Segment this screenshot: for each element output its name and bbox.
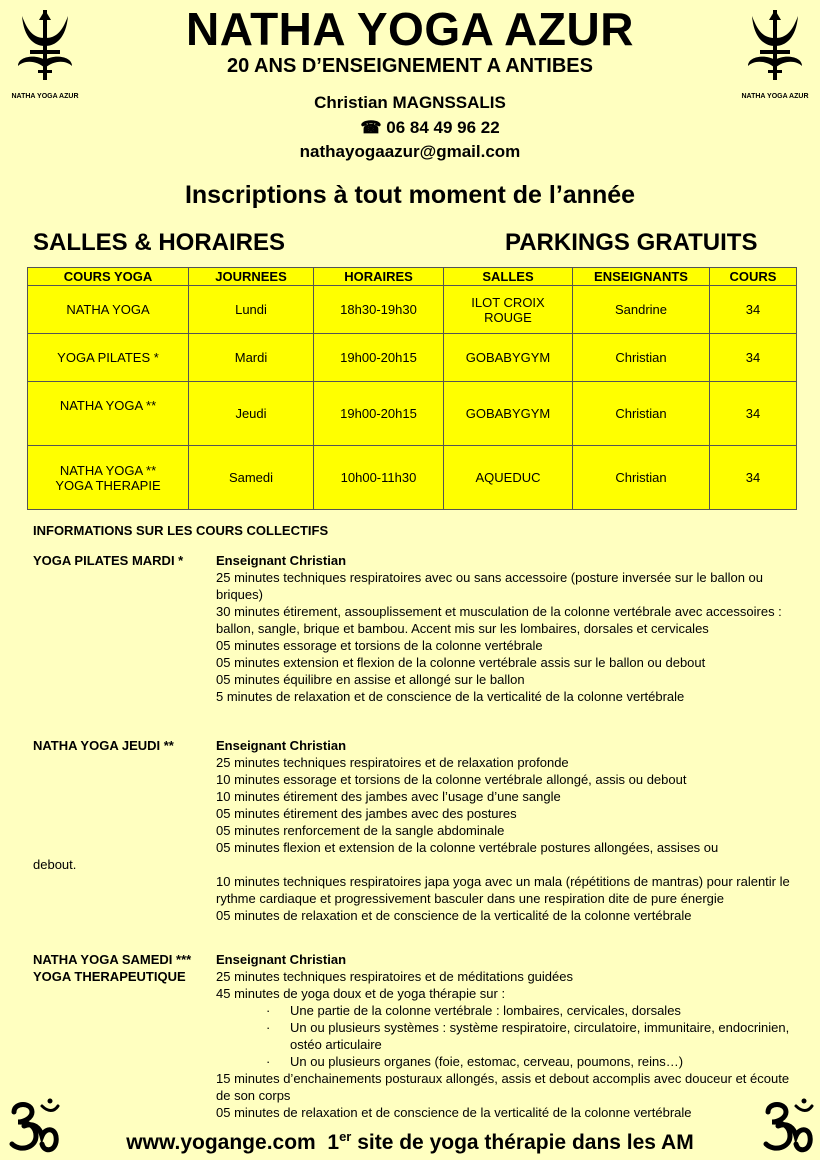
teacher-line: Enseignant Christian bbox=[216, 738, 347, 753]
salles-heading: SALLES & HORAIRES bbox=[33, 229, 286, 256]
cell-nb: 34 bbox=[710, 286, 797, 334]
page-subtitle: 20 ANS D’ENSEIGNEMENT A ANTIBES bbox=[227, 55, 593, 77]
section-label-mardi: YOGA PILATES MARDI * bbox=[33, 553, 184, 568]
col-header-enseignants: ENSEIGNANTS bbox=[573, 268, 710, 286]
cell-salle: GOBABYGYM bbox=[444, 382, 573, 446]
cell-horaire: 19h00-20h15 bbox=[314, 334, 444, 382]
cell-horaire: 10h00-11h30 bbox=[314, 446, 444, 510]
cell-enseignant: Sandrine bbox=[573, 286, 710, 334]
teacher-line: Enseignant Christian bbox=[216, 553, 347, 568]
inscriptions-heading: Inscriptions à tout moment de l’année bbox=[184, 181, 636, 209]
footer bbox=[0, 1129, 820, 1155]
footer-rank: 1 bbox=[327, 1131, 340, 1154]
cell-horaire: 18h30-19h30 bbox=[314, 286, 444, 334]
cell-jour: Mardi bbox=[189, 334, 314, 382]
bullet-text: Un ou plusieurs systèmes : système respiratoire, circulatoire, immunitaire, endocrinien, ostéo articulaire bbox=[290, 1020, 790, 1052]
teacher-line: Enseignant Christian bbox=[216, 952, 347, 967]
phone-icon: ☎ bbox=[360, 118, 382, 137]
phone-line bbox=[20, 118, 820, 138]
cell-cours-line2: YOGA THERAPIE bbox=[55, 477, 161, 493]
page-title: NATHA YOGA AZUR bbox=[186, 3, 634, 55]
section-label-samedi bbox=[33, 951, 191, 985]
section-body-jeudi bbox=[216, 737, 790, 856]
phone-number[interactable]: 06 84 49 96 22 bbox=[386, 118, 500, 137]
section-body-jeudi-cont bbox=[216, 873, 790, 924]
section-body-samedi bbox=[216, 951, 790, 1121]
detail-line: 10 minutes essorage et torsions de la colonne vertébrale allongé, assis ou debout bbox=[216, 772, 687, 787]
table-row bbox=[28, 286, 797, 334]
bullet-dot: · bbox=[266, 1003, 271, 1018]
col-header-nb-cours: COURS bbox=[710, 268, 797, 286]
bullet-item bbox=[216, 1019, 790, 1053]
logo-caption: NATHA YOGA AZUR bbox=[741, 93, 809, 100]
cell-cours-line1: NATHA YOGA ** bbox=[59, 462, 157, 478]
detail-line: 05 minutes essorage et torsions de la colonne vertébrale bbox=[216, 638, 543, 653]
section-body-mardi bbox=[216, 552, 790, 705]
website-link[interactable]: www.yogange.com bbox=[126, 1131, 316, 1154]
cell-jour: Lundi bbox=[189, 286, 314, 334]
detail-line: 25 minutes techniques respiratoires avec ou sans accessoire (posture inversée sur le ballon ou briques) bbox=[216, 570, 764, 602]
overflow-word: debout. bbox=[33, 857, 77, 872]
footer-tagline: site de yoga thérapie dans les AM bbox=[357, 1131, 694, 1154]
cell-cours: YOGA PILATES * bbox=[28, 334, 189, 382]
cell-enseignant: Christian bbox=[573, 446, 710, 510]
cell-cours bbox=[28, 446, 189, 510]
col-header-journees: JOURNEES bbox=[189, 268, 314, 286]
detail-line: 05 minutes de relaxation et de conscience de la verticalité de la colonne vertébrale bbox=[216, 1105, 692, 1120]
bullet-text: Une partie de la colonne vertébrale : lombaires, cervicales, dorsales bbox=[290, 1003, 681, 1018]
info-heading: INFORMATIONS SUR LES COURS COLLECTIFS bbox=[33, 523, 329, 538]
cell-nb: 34 bbox=[710, 334, 797, 382]
cell-horaire: 19h00-20h15 bbox=[314, 382, 444, 446]
cell-enseignant: Christian bbox=[573, 334, 710, 382]
detail-line: 10 minutes techniques respiratoires japa yoga avec un mala (répétitions de mantras) pour ralentir le rythme cardiaque et progressivement basculer dans une respiration dite de pure énergie bbox=[216, 874, 790, 906]
table-row bbox=[28, 382, 797, 446]
cell-salle: ILOT CROIX ROUGE bbox=[444, 286, 573, 334]
bullet-dot: · bbox=[266, 1020, 271, 1035]
detail-line: 05 minutes équilibre en assise et allongé sur le ballon bbox=[216, 672, 525, 687]
cell-salle: GOBABYGYM bbox=[444, 334, 573, 382]
schedule-table bbox=[27, 267, 797, 510]
col-header-cours: COURS YOGA bbox=[28, 268, 189, 286]
detail-line: 25 minutes techniques respiratoires et de relaxation profonde bbox=[216, 755, 569, 770]
bullet-text: Un ou plusieurs organes (foie, estomac, cerveau, poumons, reins…) bbox=[290, 1054, 684, 1069]
cell-nb: 34 bbox=[710, 382, 797, 446]
table-row bbox=[28, 446, 797, 510]
detail-line: 10 minutes étirement des jambes avec l’usage d’une sangle bbox=[216, 789, 561, 804]
section-label-jeudi: NATHA YOGA JEUDI ** bbox=[33, 738, 174, 753]
detail-line: 45 minutes de yoga doux et de yoga thérapie sur : bbox=[216, 986, 506, 1001]
cell-cours: NATHA YOGA bbox=[28, 286, 189, 334]
cell-jour: Jeudi bbox=[189, 382, 314, 446]
section-label-line1: NATHA YOGA SAMEDI *** bbox=[33, 952, 192, 967]
footer-rank-suffix: er bbox=[339, 1129, 352, 1144]
cell-cours: NATHA YOGA ** bbox=[28, 382, 189, 446]
col-header-salles: SALLES bbox=[444, 268, 573, 286]
table-header-row bbox=[28, 268, 797, 286]
detail-line: 5 minutes de relaxation et de conscience de la verticalité de la colonne vertébrale bbox=[216, 689, 685, 704]
logo-caption: NATHA YOGA AZUR bbox=[11, 93, 79, 100]
detail-line: 30 minutes étirement, assouplissement et musculation de la colonne vertébrale avec accessoires : ballon, sangle, brique et bambou. Accent mis sur les lombaires, dorsales et cervicales bbox=[216, 604, 782, 636]
detail-line: 05 minutes flexion et extension de la colonne vertébrale postures allongées, assises ou bbox=[216, 840, 719, 855]
detail-line: 15 minutes d’enchainements posturaux allongés, assis et debout accomplis avec douceur et écoute de son corps bbox=[216, 1071, 790, 1103]
bullet-item bbox=[216, 1002, 790, 1019]
cell-enseignant: Christian bbox=[573, 382, 710, 446]
detail-line: 05 minutes renforcement de la sangle abdominale bbox=[216, 823, 505, 838]
cell-salle: AQUEDUC bbox=[444, 446, 573, 510]
cell-jour: Samedi bbox=[189, 446, 314, 510]
bullet-item bbox=[216, 1053, 790, 1070]
detail-line: 25 minutes techniques respiratoires et de méditations guidées bbox=[216, 969, 573, 984]
parkings-heading: PARKINGS GRATUITS bbox=[505, 229, 758, 256]
detail-line: 05 minutes de relaxation et de conscience de la verticalité de la colonne vertébrale bbox=[216, 908, 692, 923]
teacher-name: Christian MAGNSSALIS bbox=[314, 93, 506, 112]
detail-line: 05 minutes étirement des jambes avec des postures bbox=[216, 806, 517, 821]
table-row bbox=[28, 334, 797, 382]
cell-nb: 34 bbox=[710, 446, 797, 510]
bullet-dot: · bbox=[266, 1054, 271, 1069]
detail-line: 05 minutes extension et flexion de la colonne vertébrale assis sur le ballon ou debout bbox=[216, 655, 706, 670]
col-header-horaires: HORAIRES bbox=[314, 268, 444, 286]
email-link[interactable]: nathayogaazur@gmail.com bbox=[299, 142, 521, 161]
section-label-line2: YOGA THERAPEUTIQUE bbox=[33, 969, 186, 984]
